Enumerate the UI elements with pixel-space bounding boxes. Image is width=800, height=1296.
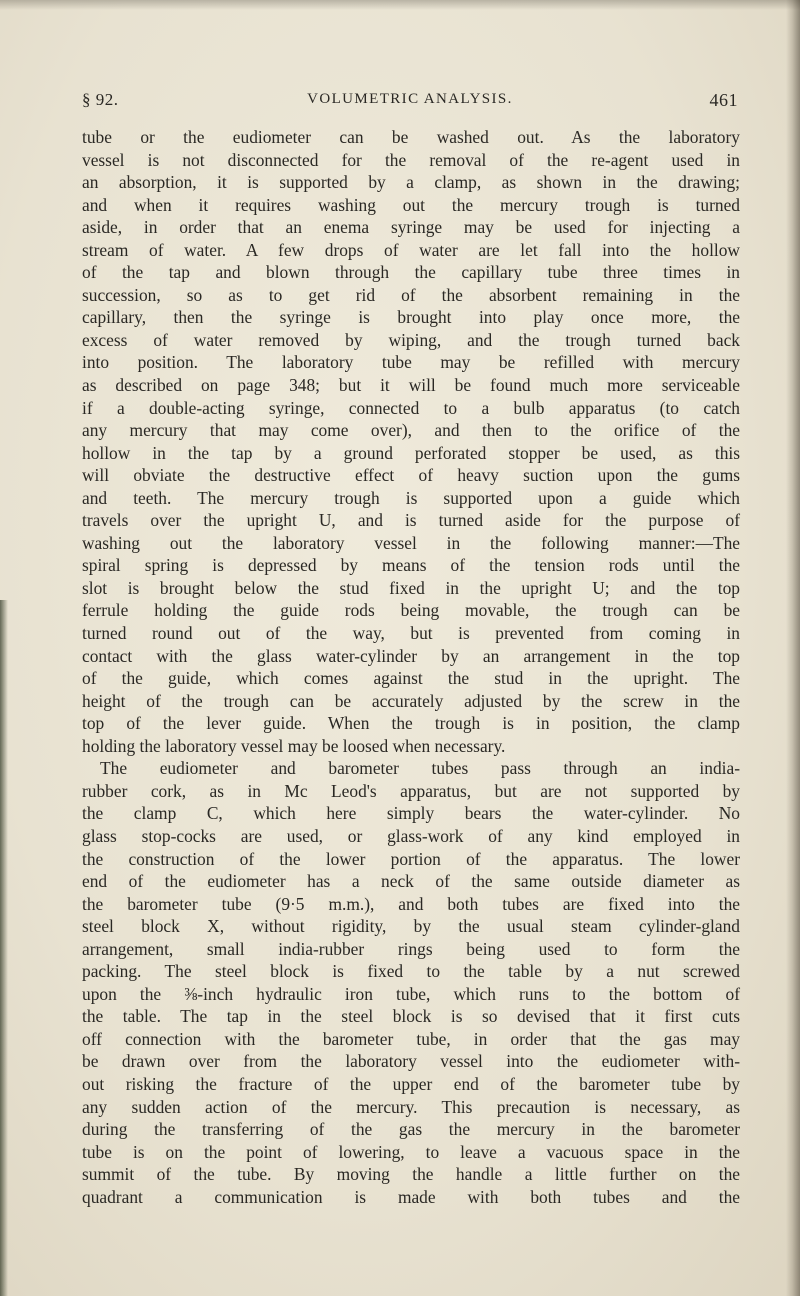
text-line: of the guide, which comes against the stud in the upright. The: [82, 668, 740, 689]
text-line: holding the laboratory vessel may be loosed when necessary.: [82, 735, 506, 756]
text-line: tube or the eudiometer can be washed out. As the laboratory: [82, 127, 740, 147]
text-line: of the tap and blown through the capillary tube three times in: [82, 262, 740, 283]
text-line: out risking the fracture of the upper end of the barometer tube by: [82, 1073, 740, 1094]
text-line: rubber cork, as in Mc Leod's apparatus, but are not supported by: [82, 780, 740, 801]
text-line: height of the trough can be accurately adjusted by the screw in the: [82, 690, 740, 711]
section-number: § 92.: [82, 90, 119, 109]
text-line: ferrule holding the guide rods being movable, the trough can be: [82, 600, 740, 621]
text-line: travels over the upright U, and is turned aside for the purpose of: [82, 510, 740, 531]
text-line: contact with the glass water-cylinder by an arrangement in the top: [82, 645, 740, 666]
text-line: will obviate the destructive effect of heavy suction upon the gums: [82, 465, 740, 486]
text-line: excess of water removed by wiping, and the trough turned back: [82, 329, 740, 350]
top-edge-shadow: [0, 0, 800, 10]
text-line: The eudiometer and barometer tubes pass through an india-: [100, 758, 740, 779]
text-line: an absorption, it is supported by a clamp, as shown in the drawing;: [82, 172, 740, 193]
text-line: arrangement, small india-rubber rings being used to form the: [82, 938, 740, 959]
text-line: be drawn over from the laboratory vessel into the eudiometer with-: [82, 1051, 740, 1072]
text-line: if a double-acting syringe, connected to a bulb apparatus (to catch: [82, 397, 740, 418]
text-line: off connection with the barometer tube, in order that the gas may: [82, 1028, 740, 1049]
text-line: spiral spring is depressed by means of the tension rods until the: [82, 555, 740, 576]
text-line: the clamp C, which here simply bears the water-cylinder. No: [82, 803, 740, 824]
text-line: summit of the tube. By moving the handle a little further on the: [82, 1164, 740, 1185]
running-title: VOLUMETRIC ANALYSIS.: [307, 91, 513, 107]
text-line: aside, in order that an enema syringe may be used for injecting a: [82, 217, 740, 238]
text-line: the barometer tube (9·5 m.m.), and both tubes are fixed into the: [82, 893, 740, 914]
text-line: during the transferring of the gas the mercury in the barometer: [82, 1119, 740, 1140]
text-line: turned round out of the way, but is prevented from coming in: [82, 623, 740, 644]
text-line: washing out the laboratory vessel in the following manner:—The: [82, 532, 740, 553]
left-edge-shadow: [0, 600, 8, 1296]
text-line: any sudden action of the mercury. This precaution is necessary, as: [82, 1096, 740, 1117]
page-gutter: [786, 0, 800, 1296]
text-line: upon the ⅜-inch hydraulic iron tube, which runs to the bottom of: [82, 983, 740, 1004]
text-line: end of the eudiometer has a neck of the same outside diameter as: [82, 871, 740, 892]
body-text: [82, 126, 740, 1208]
text-line: the table. The tap in the steel block is so devised that it first cuts: [82, 1006, 740, 1027]
text-line: any mercury that may come over), and then to the orifice of the: [82, 420, 740, 441]
text-line: and when it requires washing out the mercury trough is turned: [82, 194, 740, 215]
text-line: stream of water. A few drops of water are let fall into the hollow: [82, 239, 740, 260]
text-line: tube is on the point of lowering, to leave a vacuous space in the: [82, 1141, 740, 1162]
text-line: steel block X, without rigidity, by the usual steam cylinder-gland: [82, 916, 740, 937]
text-line: as described on page 348; but it will be found much more serviceable: [82, 375, 740, 396]
page-number: 461: [709, 90, 738, 110]
text-line: top of the lever guide. When the trough is in position, the clamp: [82, 713, 740, 734]
text-line: the construction of the lower portion of the apparatus. The lower: [82, 848, 740, 869]
text-line: packing. The steel block is fixed to the table by a nut screwed: [82, 961, 740, 982]
running-header: [82, 90, 738, 114]
text-line: glass stop-cocks are used, or glass-work of any kind employed in: [82, 825, 740, 846]
text-line: vessel is not disconnected for the removal of the re-agent used in: [82, 149, 740, 170]
text-line: capillary, then the syringe is brought into play once more, the: [82, 307, 740, 328]
text-line: succession, so as to get rid of the absorbent remaining in the: [82, 284, 740, 305]
text-line: slot is brought below the stud fixed in the upright U; and the top: [82, 577, 740, 598]
text-line: quadrant a communication is made with both tubes and the: [82, 1186, 740, 1207]
text-line: and teeth. The mercury trough is supported upon a guide which: [82, 487, 740, 508]
text-line: into position. The laboratory tube may be refilled with mercury: [82, 352, 740, 373]
text-line: hollow in the tap by a ground perforated stopper be used, as this: [82, 442, 740, 463]
